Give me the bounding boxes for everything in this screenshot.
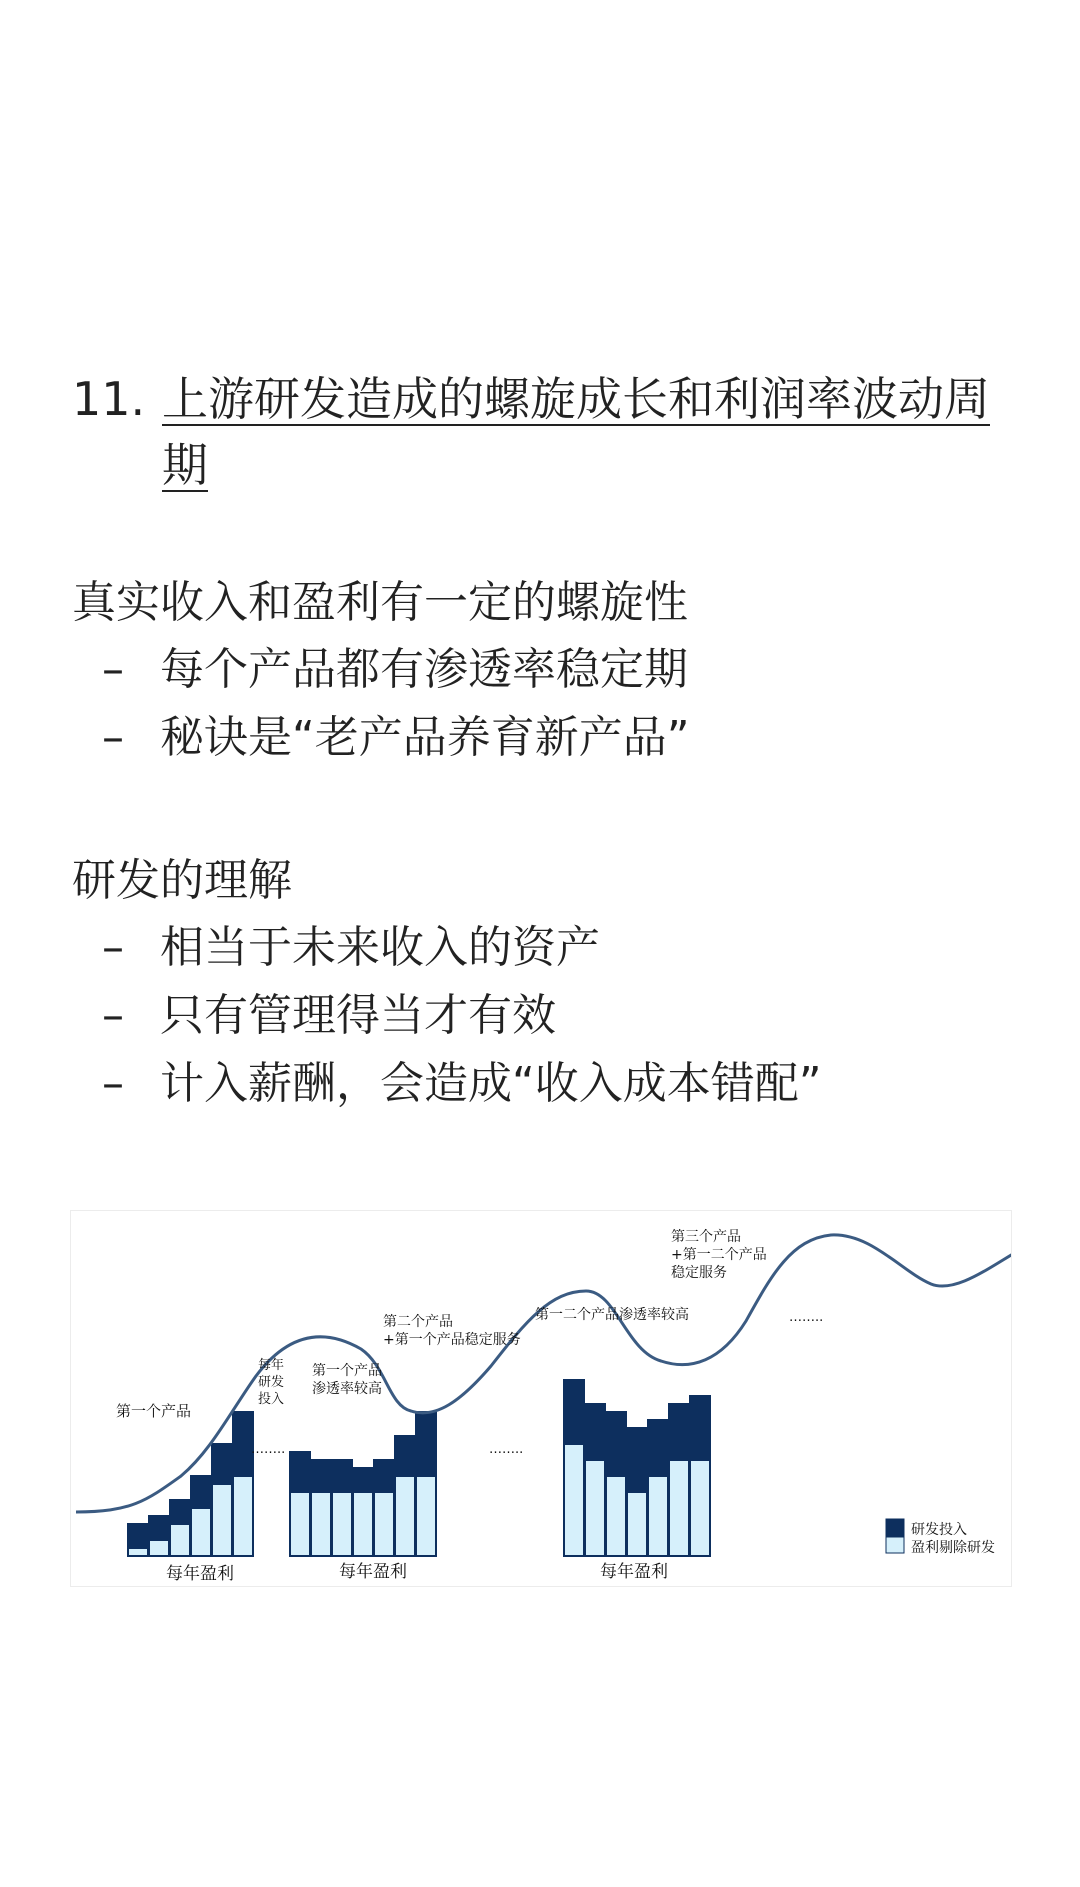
bar-rd	[191, 1476, 211, 1508]
bar-profit	[416, 1476, 436, 1556]
list-dash: –	[102, 1058, 124, 1109]
bar-profit	[332, 1492, 352, 1556]
bar-profit	[311, 1492, 331, 1556]
list-item-text: 只有管理得当才有效	[160, 990, 556, 1041]
bar-rd	[290, 1452, 310, 1492]
bar-profit	[395, 1476, 415, 1556]
bar-rd	[627, 1428, 647, 1492]
bar-profit	[374, 1492, 394, 1556]
bar-rd	[332, 1460, 352, 1492]
annotation-p3-1: 第三个产品	[671, 1229, 741, 1245]
heading-number: 11.	[72, 372, 146, 426]
bar-profit	[627, 1492, 647, 1556]
bar-rd	[149, 1516, 169, 1540]
list-item-text: 秘诀是“老产品养育新产品”	[160, 712, 690, 763]
x-label-group2: 每年盈利	[339, 1562, 407, 1582]
bar-rd	[564, 1380, 584, 1444]
list-item-text: 计入薪酬，会造成“收入成本错配”	[160, 1058, 822, 1109]
bar-profit	[128, 1548, 148, 1556]
annotation-p2-2: +第一个产品稳定服务	[383, 1332, 521, 1348]
section-title: 真实收入和盈利有一定的螺旋性	[72, 577, 688, 628]
legend-swatch-profit	[886, 1537, 904, 1553]
legend	[886, 1519, 995, 1556]
section-title: 研发的理解	[72, 855, 292, 906]
bar-rd	[170, 1500, 190, 1524]
list-item	[72, 914, 1052, 982]
section-spiral	[72, 570, 1052, 772]
bar-rd	[669, 1404, 689, 1460]
x-label-group3: 每年盈利	[600, 1562, 668, 1582]
bar-profit	[290, 1492, 310, 1556]
bar-rd	[648, 1420, 668, 1476]
bar-profit	[690, 1460, 710, 1556]
legend-swatch-rd	[886, 1519, 904, 1537]
bar-rd	[311, 1460, 331, 1492]
bar-profit	[648, 1476, 668, 1556]
bar-rd	[690, 1396, 710, 1460]
heading-text: 上游研发造成的螺旋成长和利润率波动周期	[162, 372, 990, 492]
annotation-product1: 第一个产品	[116, 1402, 192, 1420]
bar-groups	[128, 1380, 710, 1556]
bar-profit	[585, 1460, 605, 1556]
bar-profit	[353, 1492, 373, 1556]
list-item-text: 相当于未来收入的资产	[160, 922, 600, 973]
bar-profit	[606, 1476, 626, 1556]
annotation-p3-2: +第一二个产品	[671, 1247, 767, 1263]
bar-profit	[233, 1476, 253, 1556]
bar-profit	[669, 1460, 689, 1556]
section-rd	[72, 848, 1052, 1118]
list-dash: –	[102, 990, 124, 1041]
bar-profit	[564, 1444, 584, 1556]
bar-rd	[606, 1412, 626, 1476]
annotation-p1-pen-1: 第一个产品	[312, 1363, 382, 1379]
annotation-p3-3: 稳定服务	[671, 1265, 727, 1281]
list-item	[72, 704, 1052, 772]
annotation-dots-1: ……..	[251, 1442, 286, 1457]
bar-rd	[395, 1436, 415, 1476]
list-item	[72, 636, 1052, 704]
annotation-rd-2: 研发	[258, 1375, 285, 1390]
list-item	[72, 982, 1052, 1050]
annotation-dots-3: ……..	[789, 1310, 824, 1325]
bar-rd	[128, 1524, 148, 1548]
bar-rd	[353, 1468, 373, 1492]
annotation-rd-3: 投入	[258, 1392, 285, 1407]
list-dash: –	[102, 644, 124, 695]
list-item-text: 每个产品都有渗透率稳定期	[160, 644, 688, 695]
annotation-p2-1: 第二个产品	[383, 1314, 453, 1330]
bar-rd	[416, 1412, 436, 1476]
spiral-growth-figure	[70, 1210, 1012, 1587]
list-dash: –	[102, 712, 124, 763]
figure-svg	[71, 1211, 1011, 1586]
bar-rd	[233, 1412, 253, 1476]
bar-rd	[585, 1404, 605, 1460]
annotation-p12-pen: 第一二个产品渗透率较高	[535, 1307, 689, 1323]
list-item	[72, 1050, 1052, 1118]
legend-label-rd: 研发投入	[911, 1522, 967, 1538]
annotation-rd-1: 每年	[258, 1358, 285, 1373]
annotation-dots-2: ……..	[489, 1442, 524, 1457]
x-label-group1: 每年盈利	[166, 1564, 234, 1584]
legend-label-profit: 盈利剔除研发	[911, 1540, 995, 1556]
bar-rd	[374, 1460, 394, 1492]
bar-profit	[170, 1524, 190, 1556]
section-heading	[72, 366, 1032, 498]
list-dash: –	[102, 922, 124, 973]
bar-profit	[149, 1540, 169, 1556]
annotation-p1-pen-2: 渗透率较高	[312, 1381, 382, 1397]
bar-rd	[212, 1444, 232, 1484]
bar-profit	[212, 1484, 232, 1556]
bar-profit	[191, 1508, 211, 1556]
